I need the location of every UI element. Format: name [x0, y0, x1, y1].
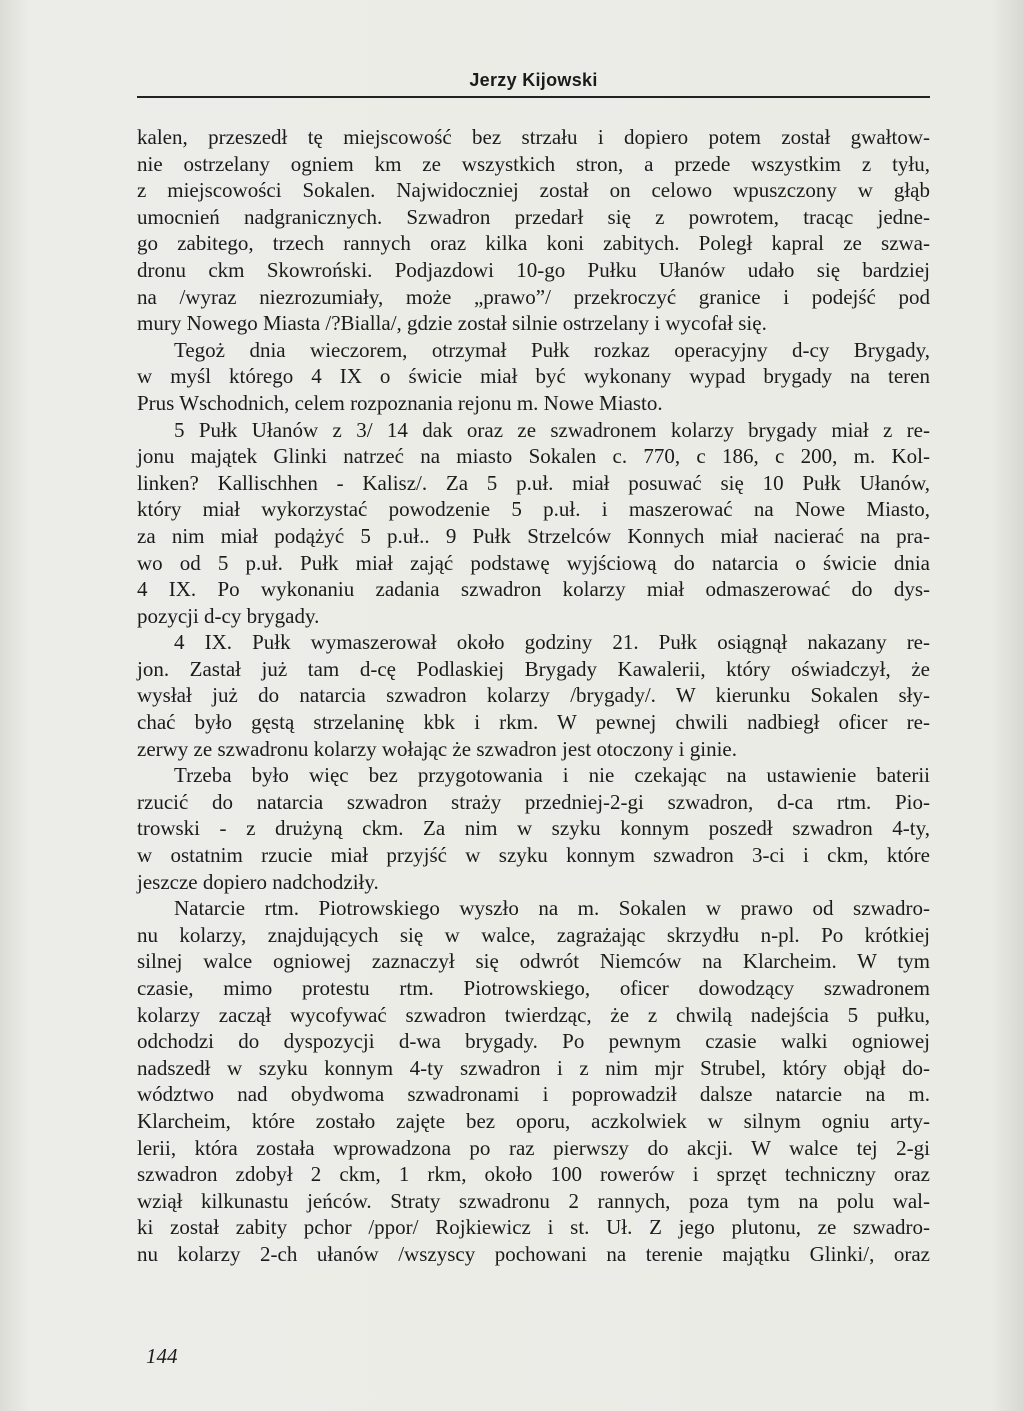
text-line: lerii, która została wprowadzona po raz pierwszy do akcji. W walce tej 2-gi [137, 1135, 930, 1160]
text-line: kolarzy zaczął wycofywać szwadron twierdząc, że z chwilą nadejścia 5 pułku, [137, 1002, 930, 1027]
text-line: rzucić do natarcia szwadron straży przedniej-2-gi szwadron, d-ca rtm. Pio- [137, 789, 930, 814]
text-line: 4 IX. Po wykonaniu zadania szwadron kolarzy miał odmaszerować do dys- [137, 577, 930, 602]
text-line: który miał wykorzystać powodzenie 5 p.uł. i maszerować na Nowe Miasto, [137, 497, 930, 522]
text-line: wo od 5 p.uł. Pułk miał zająć podstawę wyjściową do natarcia o świcie dnia [137, 550, 930, 575]
text-line: szwadron zdobył 2 ckm, 1 rkm, około 100 rowerów i sprzęt techniczny oraz [137, 1162, 930, 1187]
text-line: wziął kilkunastu jeńców. Straty szwadronu 2 rannych, poza tym na polu wal- [137, 1188, 930, 1213]
text-line: Natarcie rtm. Piotrowskiego wyszło na m. Sokalen w prawo od szwadro- [174, 896, 930, 921]
text-line: Klarcheim, które zostało zajęte bez oporu, aczkolwiek w silnym ogniu arty- [137, 1108, 930, 1133]
text-line: 4 IX. Pułk wymaszerował około godziny 21. Pułk osiągnął nakazany re- [174, 630, 930, 655]
text-line: w myśl którego 4 IX o świcie miał być wykonany wypad brygady na teren [137, 364, 930, 389]
running-header [137, 70, 930, 98]
text-line: nadszedł w szyku konnym 4-ty szwadron i z nim mjr Strubel, który objął do- [137, 1055, 930, 1080]
text-line: trowski - z drużyną ckm. Za nim w szyku konnym poszedł szwadron 4-ty, [137, 816, 930, 841]
text-line: wództwo nad obydwoma szwadronami i poprowadził dalsze natarcie na m. [137, 1082, 930, 1107]
text-line: na /wyraz niezrozumiały, może „prawo”/ przekroczyć granice i podejść pod [137, 284, 930, 309]
text-line: z miejscowości Sokalen. Najwidoczniej został on celowo wpuszczony w głąb [137, 178, 930, 203]
text-line: silnej walce ogniowej zaznaczył się odwrót Niemców na Klarcheim. W tym [137, 949, 930, 974]
text-line: umocnień nadgranicznych. Szwadron przedarł się z powrotem, tracąc jedne- [137, 204, 930, 229]
text-line: Trzeba było więc bez przygotowania i nie czekając na ustawienie baterii [174, 763, 930, 788]
text-line: 5 Pułk Ułanów z 3/ 14 dak oraz ze szwadronem kolarzy brygady miał z re- [174, 417, 930, 442]
text-line: wysłał już do natarcia szwadron kolarzy /brygady/. W kierunku Sokalen sły- [137, 683, 930, 708]
header-author: Jerzy Kijowski [469, 70, 598, 90]
text-line: ki został zabity pchor /ppor/ Rojkiewicz i st. Uł. Z jego plutonu, ze szwadro- [137, 1215, 930, 1240]
text-line: nu kolarzy, znajdujących się w walce, zagrażając skrzydłu n-pl. Po krótkiej [137, 922, 930, 947]
page-number: 144 [146, 1344, 178, 1368]
text-line: jon. Zastał już tam d-cę Podlaskiej Brygady Kawalerii, który oświadczył, że [137, 656, 930, 681]
body-text [137, 124, 930, 1268]
text-line: Prus Wschodnich, celem rozpoznania rejonu m. Nowe Miasto. [137, 390, 663, 415]
text-line: mury Nowego Miasta /?Bialla/, gdzie został silnie ostrzelany i wycofał się. [137, 311, 767, 336]
text-line: pozycji d-cy brygady. [137, 603, 320, 628]
text-line: za nim miał podążyć 5 p.uł.. 9 Pułk Strzelców Konnych miał nacierać na pra- [137, 523, 930, 548]
text-line: kalen, przeszedł tę miejscowość bez strzału i dopiero potem został gwałtow- [137, 125, 930, 149]
text-line: nu kolarzy 2-ch ułanów /wszyscy pochowani na terenie majątku Glinki/, oraz [137, 1241, 930, 1266]
text-line: Tegoż dnia wieczorem, otrzymał Pułk rozkaz operacyjny d-cy Brygady, [174, 337, 930, 362]
text-line: odchodzi do dyspozycji d-wa brygady. Po pewnym czasie walki ogniowej [137, 1029, 930, 1054]
text-line: jonu majątek Glinki natrzeć na miasto Sokalen c. 770, c 186, c 200, m. Kol- [137, 444, 930, 469]
text-line: nie ostrzelany ogniem km ze wszystkich stron, a przede wszystkim z tyłu, [137, 151, 930, 176]
text-line: linken? Kallischhen - Kalisz/. Za 5 p.uł. miał posuwać się 10 Pułk Ułanów, [137, 470, 930, 495]
text-line: zerwy ze szwadronu kolarzy wołając że szwadron jest otoczony i ginie. [137, 736, 738, 761]
text-line: dronu ckm Skowroński. Podjazdowi 10-go Pułku Ułanów udało się bardziej [137, 257, 930, 282]
text-line: jeszcze dopiero nadchodziły. [137, 869, 379, 894]
text-line: chać było gęstą strzelaninę kbk i rkm. W pewnej chwili nadbiegł oficer re- [137, 710, 930, 735]
text-line: czasie, mimo protestu rtm. Piotrowskiego, oficer dowodzący szwadronem [137, 976, 930, 1000]
text-line: go zabitego, trzech rannych oraz kilka koni zabitych. Poległ kapral ze szwa- [137, 231, 930, 256]
text-line: w ostatnim rzucie miał przyjść w szyku konnym szwadron 3-ci i ckm, które [137, 843, 930, 868]
